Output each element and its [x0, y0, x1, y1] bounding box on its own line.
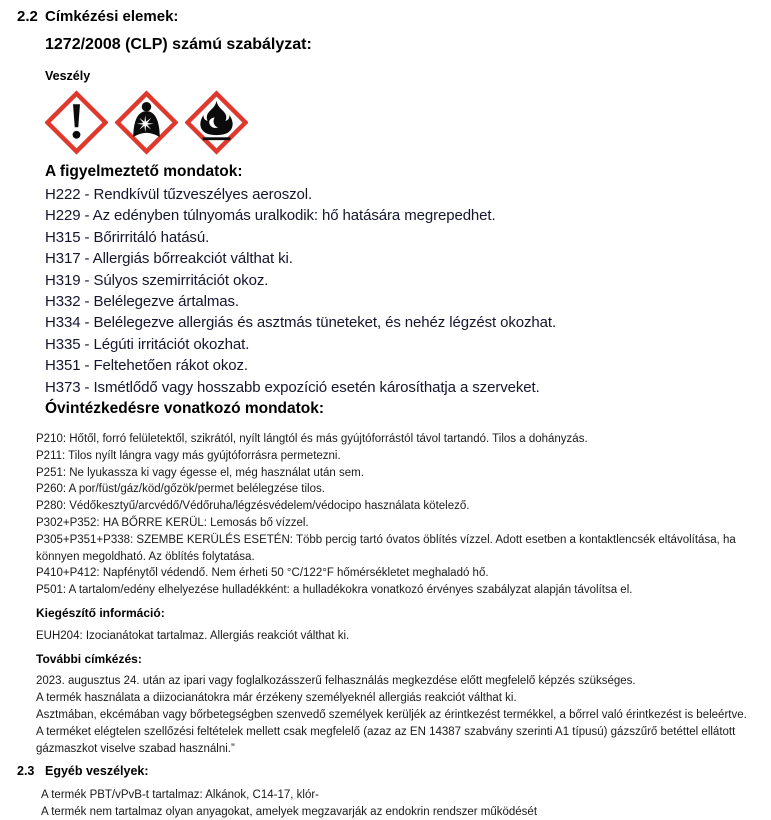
hazard-statements-heading: A figyelmeztető mondatok:: [45, 163, 243, 180]
hazard-statement: H319 - Súlyos szemirritációt okoz.: [45, 271, 269, 289]
hazard-statement: H229 - Az edényben túlnyomás uralkodik: hő hatására megrepedhet.: [45, 207, 496, 225]
hazard-statement: H315 - Bőrirritáló hatású.: [45, 228, 210, 246]
section-2-2-number: 2.2: [17, 8, 38, 25]
precautionary-statements-heading: Óvintézkedésre vonatkozó mondatok:: [45, 400, 325, 418]
other-hazard-statement: A termék nem tartalmaz olyan anyagokat, amelyek megzavarják az endokrin rendszer működését: [41, 805, 538, 818]
clp-regulation-heading: 1272/2008 (CLP) számú szabályzat:: [45, 36, 312, 53]
signal-word: Veszély: [45, 69, 91, 83]
further-labeling-heading: További címkézés:: [36, 651, 142, 666]
further-labeling-paragraph: A termék használata a diizocianátokra már érzékeny személyeknél allergiás reakciót válthat ki.: [36, 692, 517, 705]
section-2-2: [0, 8, 771, 757]
precautionary-statement: P260: A por/füst/gáz/köd/gőzök/permet belélegzése tilos.: [36, 483, 325, 496]
precautionary-statement: P305+P351+P338: SZEMBE KERÜLÉS ESETÉN: Több percig tartó óvatos öblítés vízzel. Adott esetben a kontaktlencsék eltávolítása, ha könnyen megoldható. Az öblítés folytatása.: [36, 533, 736, 563]
ghs02-flame-icon: [185, 90, 248, 155]
ghs-pictogram-row: [45, 90, 771, 155]
precautionary-statement: P211: Tilos nyílt lángra vagy más gyújtóforrásra permetezni.: [36, 449, 341, 462]
hazard-statements-list: [45, 184, 771, 398]
further-labeling-paragraph: Asztmában, ekcémában vagy bőrbetegségben szenvedő személyek kerüljék az érintkezést termékkel, a bőrrel való érintkezést is beleértve.: [36, 709, 747, 722]
precautionary-statement: P410+P412: Napfénytől védendő. Nem érheti 50 °C/122°F hőmérsékletet meghaladó hő.: [36, 567, 489, 580]
hazard-statement: H317 - Allergiás bőrreakciót válthat ki.: [45, 250, 293, 268]
hazard-statement: H335 - Légúti irritációt okozhat.: [45, 335, 250, 353]
precautionary-statement: P210: Hőtől, forró felületektől, szikrától, nyílt lángtól és más gyújtóforrástól távol tartandó. Tilos a dohányzás.: [36, 433, 588, 446]
hazard-statement: H334 - Belélegezve allergiás és asztmás tüneteket, és nehéz légzést okozhat.: [45, 314, 557, 332]
ghs07-exclamation-icon: [45, 90, 108, 155]
section-2-3-title: Egyéb veszélyek:: [45, 764, 149, 779]
precautionary-statements-block: [36, 431, 750, 757]
section-2-2-content: [36, 8, 771, 757]
precautionary-statement: P501: A tartalom/edény elhelyezése hulladékként: a hulladékokra vonatkozó érvényes szabályzat alapján távolítsa el.: [36, 584, 633, 597]
section-2-2-title: Címkézési elemek:: [45, 8, 179, 25]
further-labeling-paragraph: A terméket elégtelen szellőzési feltételek mellett csak megfelelő (azaz az EN 14387 szabvány szerinti A1 típusú) gázszűrő betéttel ellátott gázmaszkot viselve szabad használni.”: [36, 725, 736, 755]
hazard-statement: H332 - Belélegezve ártalmas.: [45, 293, 239, 311]
hazard-statement: H222 - Rendkívül tűzveszélyes aeroszol.: [45, 186, 313, 203]
hazard-statement: H351 - Feltehetően rákot okoz.: [45, 357, 248, 375]
further-labeling-paragraph: 2023. augusztus 24. után az ipari vagy foglalkozásszerű felhasználás megkezdése előtt megfelelő képzés szükséges.: [36, 675, 636, 688]
ghs08-health-hazard-icon: [115, 90, 178, 155]
other-hazard-statement: A termék PBT/vPvB-t tartalmaz: Alkánok, C14-17, klór-: [41, 789, 320, 802]
hazard-statement: H373 - Ismétlődő vagy hosszabb expozíció esetén károsíthatja a szerveket.: [45, 378, 540, 396]
precautionary-statement: P280: Védőkesztyű/arcvédő/Védőruha/légzésvédelem/védocipo használata kötelező.: [36, 500, 470, 513]
precautionary-statement: P251: Ne lyukassza ki vagy égesse el, még használat után sem.: [36, 466, 364, 479]
precautionary-statement: P302+P352: HA BŐRRE KERÜL: Lemosás bő vízzel.: [36, 517, 309, 530]
supplementary-info-heading: Kiegészítő információ:: [36, 606, 165, 621]
other-hazards-list: [41, 787, 771, 820]
section-2-3-number: 2.3: [17, 764, 35, 779]
supplementary-statement: EUH204: Izocianátokat tartalmaz. Allergiás reakciót válthat ki.: [36, 629, 350, 642]
